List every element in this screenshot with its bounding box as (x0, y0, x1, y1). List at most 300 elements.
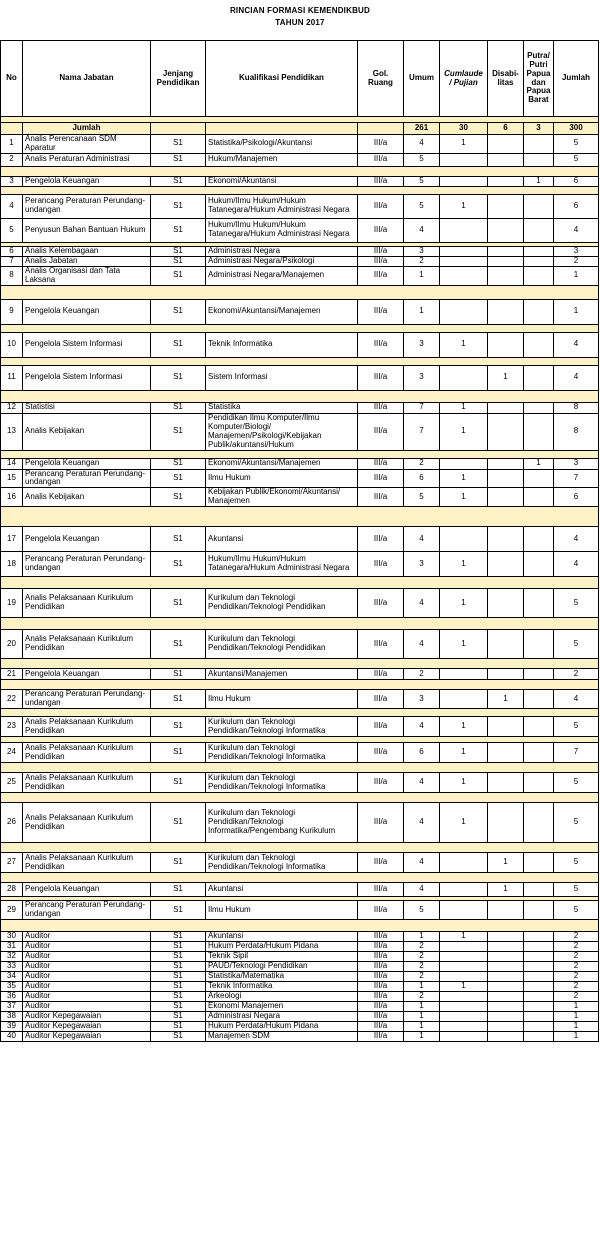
cell-jenjang: S1 (151, 932, 206, 942)
cell-kualifikasi: Statistika (206, 402, 358, 413)
cell-kualifikasi: Ekonomi/Akuntansi/Manajemen (206, 299, 358, 324)
cell-papua (524, 365, 554, 390)
cell-no: 8 (1, 266, 23, 285)
cell-papua (524, 803, 554, 843)
cell-no: 17 (1, 527, 23, 552)
cell-disabilitas (488, 773, 524, 793)
cell-no: 6 (1, 246, 23, 256)
cell-cumlaude (440, 527, 488, 552)
cell-gol: III/a (358, 981, 404, 991)
cell-gol: III/a (358, 135, 404, 154)
cell-nama: Auditor (23, 942, 151, 952)
cell-nama: Auditor (23, 991, 151, 1001)
cell-disabilitas (488, 1011, 524, 1021)
cell-disabilitas: 1 (488, 853, 524, 873)
header-jumlah: Jumlah (554, 41, 599, 117)
cell-cumlaude: 1 (440, 773, 488, 793)
cell-gol: III/a (358, 256, 404, 266)
cell-papua (524, 153, 554, 166)
cell-umum: 3 (404, 332, 440, 357)
cell-jenjang: S1 (151, 552, 206, 577)
table-row (1, 256, 599, 266)
cell-nama: Analis Pelaksanaan Kurikulum Pendidikan (23, 773, 151, 793)
cell-papua (524, 488, 554, 507)
cell-disabilitas (488, 153, 524, 166)
cell-jenjang: S1 (151, 1031, 206, 1041)
cell-papua (524, 1031, 554, 1041)
table-row (1, 218, 599, 242)
cell-nama: Auditor Kepegawaian (23, 1031, 151, 1041)
cell-disabilitas (488, 256, 524, 266)
cell-no: 40 (1, 1031, 23, 1041)
cell-jenjang: S1 (151, 669, 206, 680)
cell-cumlaude (440, 458, 488, 469)
cell-cumlaude (440, 853, 488, 873)
table-row (1, 669, 599, 680)
cell-cumlaude: 1 (440, 630, 488, 659)
cell-umum: 2 (404, 458, 440, 469)
cell-papua (524, 1001, 554, 1011)
table-row (1, 853, 599, 873)
cell-umum: 6 (404, 743, 440, 763)
cell-umum: 4 (404, 589, 440, 618)
cell-jumlah: 4 (554, 527, 599, 552)
cell-cumlaude (440, 299, 488, 324)
cell-jenjang: S1 (151, 589, 206, 618)
cell-nama: Analis Pelaksanaan Kurikulum Pendidikan (23, 589, 151, 618)
cell-kualifikasi: Hukum/Ilmu Hukum/Hukum Tatanegara/Hukum Administrasi Negara (206, 218, 358, 242)
cell-gol: III/a (358, 971, 404, 981)
cell-no: 21 (1, 669, 23, 680)
cell-kualifikasi: Kurikulum dan Teknologi Pendidikan/Teknologi Pendidikan (206, 630, 358, 659)
cell-cumlaude (440, 952, 488, 962)
cell-jumlah: 8 (554, 413, 599, 450)
cell-no: 28 (1, 883, 23, 897)
separator-row (1, 618, 599, 630)
cell-no: 34 (1, 971, 23, 981)
cell-cumlaude (440, 256, 488, 266)
cell-disabilitas (488, 527, 524, 552)
cell-jumlah: 6 (554, 176, 599, 186)
cell-papua (524, 669, 554, 680)
cell-disabilitas (488, 981, 524, 991)
cell-papua (524, 135, 554, 154)
cell-no: 24 (1, 743, 23, 763)
table-row (1, 971, 599, 981)
cell-disabilitas (488, 552, 524, 577)
cell-cumlaude (440, 1021, 488, 1031)
cell-papua (524, 690, 554, 709)
cell-disabilitas (488, 332, 524, 357)
cell-jenjang: S1 (151, 256, 206, 266)
table-row (1, 981, 599, 991)
separator-row (1, 285, 599, 299)
cell-cumlaude: 1 (440, 332, 488, 357)
cell-gol: III/a (358, 773, 404, 793)
cell-gol: III/a (358, 743, 404, 763)
cell-jumlah: 2 (554, 256, 599, 266)
cell-nama: Analis Perencanaan SDM Aparatur (23, 135, 151, 154)
cell-kualifikasi: Akuntansi (206, 883, 358, 897)
table-row (1, 469, 599, 488)
cell-jumlah: 2 (554, 962, 599, 972)
cell-jenjang: S1 (151, 952, 206, 962)
cell-umum: 6 (404, 469, 440, 488)
cell-cumlaude (440, 266, 488, 285)
document-title: RINCIAN FORMASI KEMENDIKBUD (229, 6, 371, 15)
totals-disabilitas: 6 (488, 123, 524, 135)
cell-no: 7 (1, 256, 23, 266)
cell-jenjang: S1 (151, 1011, 206, 1021)
cell-kualifikasi: Ekonomi/Akuntansi/Manajemen (206, 458, 358, 469)
cell-jumlah: 2 (554, 942, 599, 952)
cell-cumlaude: 1 (440, 803, 488, 843)
table-row (1, 402, 599, 413)
cell-no: 18 (1, 552, 23, 577)
cell-jumlah: 2 (554, 952, 599, 962)
cell-gol: III/a (358, 365, 404, 390)
cell-umum: 2 (404, 942, 440, 952)
cell-cumlaude: 1 (440, 589, 488, 618)
cell-kualifikasi: Administrasi Negara/Psikologi (206, 256, 358, 266)
cell-jumlah: 3 (554, 458, 599, 469)
header-cumlaude: Cumlaude / Pujian (440, 41, 488, 117)
cell-cumlaude (440, 176, 488, 186)
cell-papua (524, 218, 554, 242)
cell-disabilitas (488, 218, 524, 242)
cell-umum: 5 (404, 488, 440, 507)
cell-umum: 1 (404, 981, 440, 991)
cell-cumlaude (440, 901, 488, 920)
cell-gol: III/a (358, 669, 404, 680)
cell-jenjang: S1 (151, 942, 206, 952)
totals-jumlah: 300 (554, 123, 599, 135)
cell-disabilitas (488, 135, 524, 154)
cell-papua (524, 853, 554, 873)
cell-jenjang: S1 (151, 1001, 206, 1011)
table-row (1, 153, 599, 166)
cell-kualifikasi: Kurikulum dan Teknologi Pendidikan/Teknologi Informatika (206, 773, 358, 793)
cell-jenjang: S1 (151, 365, 206, 390)
cell-umum: 2 (404, 952, 440, 962)
cell-no: 13 (1, 413, 23, 450)
cell-disabilitas (488, 743, 524, 763)
cell-nama: Analis Pelaksanaan Kurikulum Pendidikan (23, 630, 151, 659)
cell-jumlah: 4 (554, 365, 599, 390)
cell-nama: Pengelola Sistem Informasi (23, 365, 151, 390)
cell-disabilitas: 1 (488, 883, 524, 897)
cell-kualifikasi: Kurikulum dan Teknologi Pendidikan/Teknologi Pendidikan (206, 589, 358, 618)
cell-papua (524, 332, 554, 357)
separator-row (1, 450, 599, 458)
cell-jenjang: S1 (151, 962, 206, 972)
cell-disabilitas (488, 630, 524, 659)
cell-nama: Pengelola Keuangan (23, 669, 151, 680)
cell-jenjang: S1 (151, 1021, 206, 1031)
cell-papua (524, 1011, 554, 1021)
table-row (1, 176, 599, 186)
cell-nama: Pengelola Keuangan (23, 299, 151, 324)
cell-jumlah: 4 (554, 690, 599, 709)
cell-jumlah: 7 (554, 469, 599, 488)
cell-nama: Statistisi (23, 402, 151, 413)
cell-jumlah: 4 (554, 552, 599, 577)
cell-umum: 3 (404, 365, 440, 390)
cell-cumlaude (440, 153, 488, 166)
separator-row (1, 166, 599, 176)
cell-disabilitas (488, 669, 524, 680)
cell-gol: III/a (358, 413, 404, 450)
cell-jenjang: S1 (151, 246, 206, 256)
table-row (1, 630, 599, 659)
cell-papua (524, 630, 554, 659)
cell-cumlaude (440, 218, 488, 242)
cell-gol: III/a (358, 1021, 404, 1031)
cell-papua (524, 743, 554, 763)
separator-row (1, 186, 599, 194)
cell-umum: 1 (404, 932, 440, 942)
cell-umum: 2 (404, 962, 440, 972)
cell-jumlah: 5 (554, 883, 599, 897)
cell-umum: 2 (404, 669, 440, 680)
cell-cumlaude: 1 (440, 552, 488, 577)
cell-papua (524, 883, 554, 897)
cell-no: 23 (1, 717, 23, 737)
cell-jenjang: S1 (151, 266, 206, 285)
cell-nama: Auditor (23, 1001, 151, 1011)
table-row (1, 803, 599, 843)
cell-cumlaude (440, 991, 488, 1001)
table-row (1, 773, 599, 793)
cell-jumlah: 5 (554, 630, 599, 659)
cell-kualifikasi: Kurikulum dan Teknologi Pendidikan/Teknologi Informatika (206, 717, 358, 737)
cell-no: 10 (1, 332, 23, 357)
cell-nama: Pengelola Keuangan (23, 527, 151, 552)
cell-gol: III/a (358, 901, 404, 920)
totals-umum: 261 (404, 123, 440, 135)
cell-gol: III/a (358, 488, 404, 507)
cell-no: 27 (1, 853, 23, 873)
cell-jumlah: 1 (554, 1011, 599, 1021)
cell-kualifikasi: Teknik Informatika (206, 981, 358, 991)
table-row (1, 135, 599, 154)
cell-cumlaude (440, 1031, 488, 1041)
cell-jumlah: 5 (554, 717, 599, 737)
cell-jenjang: S1 (151, 458, 206, 469)
table-row (1, 883, 599, 897)
cell-jumlah: 5 (554, 135, 599, 154)
cell-cumlaude: 1 (440, 717, 488, 737)
cell-jumlah: 5 (554, 773, 599, 793)
cell-nama: Analis Kebijakan (23, 488, 151, 507)
cell-disabilitas (488, 194, 524, 218)
cell-gol: III/a (358, 853, 404, 873)
cell-gol: III/a (358, 402, 404, 413)
cell-nama: Pengelola Sistem Informasi (23, 332, 151, 357)
cell-gol: III/a (358, 527, 404, 552)
cell-cumlaude: 1 (440, 932, 488, 942)
cell-no: 5 (1, 218, 23, 242)
cell-disabilitas (488, 901, 524, 920)
cell-gol: III/a (358, 630, 404, 659)
cell-no: 31 (1, 942, 23, 952)
cell-jenjang: S1 (151, 218, 206, 242)
cell-nama: Penyusun Bahan Bantuan Hukum (23, 218, 151, 242)
cell-papua (524, 962, 554, 972)
cell-jenjang: S1 (151, 332, 206, 357)
cell-gol: III/a (358, 803, 404, 843)
cell-nama: Pengelola Keuangan (23, 883, 151, 897)
separator-row (1, 324, 599, 332)
cell-gol: III/a (358, 883, 404, 897)
cell-kualifikasi: Akuntansi/Manajemen (206, 669, 358, 680)
table-row (1, 690, 599, 709)
cell-disabilitas (488, 952, 524, 962)
cell-disabilitas (488, 488, 524, 507)
cell-kualifikasi: Hukum/Manajemen (206, 153, 358, 166)
table-row (1, 413, 599, 450)
cell-gol: III/a (358, 1011, 404, 1021)
cell-nama: Analis Organisasi dan Tata Laksana (23, 266, 151, 285)
cell-jenjang: S1 (151, 690, 206, 709)
cell-cumlaude: 1 (440, 488, 488, 507)
cell-no: 12 (1, 402, 23, 413)
cell-nama: Auditor (23, 952, 151, 962)
cell-kualifikasi: Statistika/Psikologi/Akuntansi (206, 135, 358, 154)
cell-nama: Pengelola Keuangan (23, 458, 151, 469)
cell-no: 36 (1, 991, 23, 1001)
cell-no: 1 (1, 135, 23, 154)
cell-papua (524, 413, 554, 450)
cell-disabilitas (488, 413, 524, 450)
cell-papua (524, 552, 554, 577)
cell-jenjang: S1 (151, 194, 206, 218)
cell-papua (524, 589, 554, 618)
cell-nama: Analis Kebijakan (23, 413, 151, 450)
cell-disabilitas (488, 469, 524, 488)
cell-disabilitas (488, 962, 524, 972)
cell-gol: III/a (358, 1031, 404, 1041)
cell-jenjang: S1 (151, 299, 206, 324)
cell-jenjang: S1 (151, 153, 206, 166)
table-row (1, 743, 599, 763)
cell-no: 29 (1, 901, 23, 920)
cell-kualifikasi: Teknik Sipil (206, 952, 358, 962)
cell-umum: 5 (404, 901, 440, 920)
cell-papua (524, 773, 554, 793)
cell-no: 20 (1, 630, 23, 659)
cell-jenjang: S1 (151, 773, 206, 793)
cell-nama: Analis Kelembagaan (23, 246, 151, 256)
table-row (1, 194, 599, 218)
cell-cumlaude: 1 (440, 981, 488, 991)
cell-jumlah: 4 (554, 218, 599, 242)
separator-row (1, 709, 599, 717)
cell-kualifikasi: Manajemen SDM (206, 1031, 358, 1041)
cell-gol: III/a (358, 176, 404, 186)
cell-no: 32 (1, 952, 23, 962)
cell-jenjang: S1 (151, 630, 206, 659)
cell-no: 30 (1, 932, 23, 942)
header-disabilitas: Disabi-litas (488, 41, 524, 117)
cell-umum: 4 (404, 803, 440, 843)
cell-umum: 1 (404, 1021, 440, 1031)
header-umum: Umum (404, 41, 440, 117)
cell-gol: III/a (358, 942, 404, 952)
cell-nama: Auditor (23, 971, 151, 981)
table-row (1, 717, 599, 737)
cell-nama: Analis Pelaksanaan Kurikulum Pendidikan (23, 803, 151, 843)
header-kualifikasi-pendidikan: Kualifikasi Pendidikan (206, 41, 358, 117)
cell-jenjang: S1 (151, 413, 206, 450)
cell-no: 14 (1, 458, 23, 469)
separator-row (1, 763, 599, 773)
cell-no: 38 (1, 1011, 23, 1021)
cell-umum: 1 (404, 1011, 440, 1021)
cell-jenjang: S1 (151, 527, 206, 552)
cell-jumlah: 7 (554, 743, 599, 763)
cell-gol: III/a (358, 266, 404, 285)
cell-papua (524, 717, 554, 737)
cell-disabilitas: 1 (488, 690, 524, 709)
table-row (1, 962, 599, 972)
cell-jumlah: 1 (554, 299, 599, 324)
cell-jenjang: S1 (151, 901, 206, 920)
cell-kualifikasi: Akuntansi (206, 932, 358, 942)
cell-disabilitas (488, 942, 524, 952)
cell-jumlah: 1 (554, 266, 599, 285)
cell-jumlah: 2 (554, 991, 599, 1001)
cell-umum: 7 (404, 402, 440, 413)
cell-jenjang: S1 (151, 488, 206, 507)
table-row (1, 952, 599, 962)
cell-jumlah: 5 (554, 901, 599, 920)
cell-disabilitas (488, 176, 524, 186)
table-row (1, 589, 599, 618)
cell-gol: III/a (358, 932, 404, 942)
cell-cumlaude: 1 (440, 743, 488, 763)
cell-papua (524, 402, 554, 413)
cell-kualifikasi: Administrasi Negara/Manajemen (206, 266, 358, 285)
cell-jumlah: 2 (554, 669, 599, 680)
cell-umum: 2 (404, 971, 440, 981)
cell-no: 15 (1, 469, 23, 488)
cell-gol: III/a (358, 952, 404, 962)
separator-row (1, 873, 599, 883)
cell-kualifikasi: Hukum/Ilmu Hukum/Hukum Tatanegara/Hukum Administrasi Negara (206, 552, 358, 577)
cell-jenjang: S1 (151, 135, 206, 154)
formasi-table (0, 40, 599, 1042)
table-row (1, 901, 599, 920)
table-row (1, 552, 599, 577)
separator-row (1, 920, 599, 932)
cell-jenjang: S1 (151, 743, 206, 763)
cell-cumlaude (440, 883, 488, 897)
cell-jenjang: S1 (151, 469, 206, 488)
cell-papua (524, 942, 554, 952)
cell-gol: III/a (358, 153, 404, 166)
cell-gol: III/a (358, 991, 404, 1001)
cell-umum: 1 (404, 299, 440, 324)
separator-row (1, 843, 599, 853)
cell-gol: III/a (358, 332, 404, 357)
cell-no: 2 (1, 153, 23, 166)
cell-jenjang: S1 (151, 991, 206, 1001)
cell-jumlah: 8 (554, 402, 599, 413)
cell-umum: 1 (404, 1031, 440, 1041)
cell-gol: III/a (358, 589, 404, 618)
table-row (1, 332, 599, 357)
